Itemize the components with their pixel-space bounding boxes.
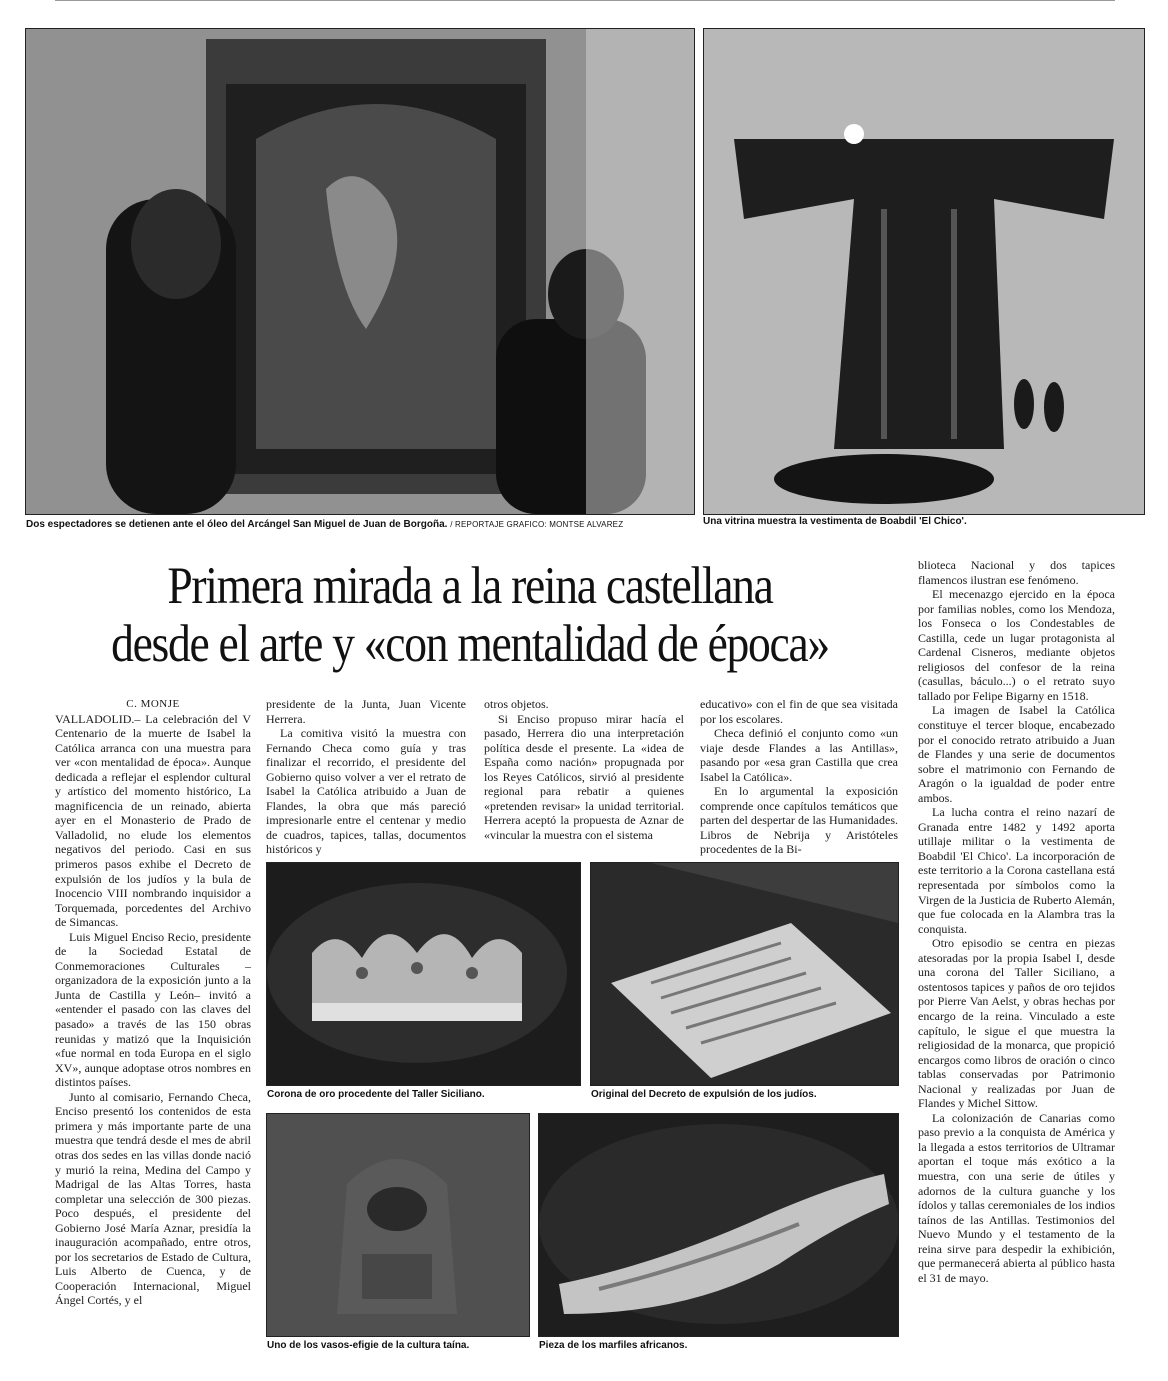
col1-paragraph-1: VALLADOLID.– La celebración del V Centenario de la muerte de Isabel la Católica arranca con una muestra para ver «con mentalidad de época». Aunque dedicada a reflejar el esplendor cultural y artístico del momento histórico, La magnificencia de un reinado, abierta ayer en el Monasterio de Prado de Valladolid, no elude los elementos negativos del periodo. Casi en sus primeros pasos exhibe el Decreto de expulsión de los judíos y la bula de Inocencio VIII nombrando inquisidor a Torquemada, porcedentes del Archivo de Simancas. bbox=[55, 711, 251, 930]
caption-vestment-photo: Una vitrina muestra la vestimenta de Boabdil 'El Chico'. bbox=[703, 516, 967, 527]
caption-ivory-photo: Pieza de los marfiles africanos. bbox=[539, 1340, 688, 1351]
photo-taino-vessel bbox=[266, 1113, 530, 1337]
col1-paragraph-2: Luis Miguel Enciso Recio, presidente de la Sociedad Estatal de Conmemoraciones Culturales –organizadora de la exposición junto a la Junta de Castilla y León– invitó a «entender el pasado con las claves del pasado» a través de las 150 obras reunidas y matizó que la Inquisición «fue normal en toda Europa en el siglo XV», aunque adoptase otros nombres en distintos países. bbox=[55, 929, 251, 1090]
article-column-2 bbox=[266, 697, 466, 857]
col4-paragraph-1: educativo» con el fin de que sea visitada por los escolares. bbox=[700, 697, 898, 726]
col5-paragraph-1: blioteca Nacional y dos tapices flamencos ilustran ese fenómeno. bbox=[918, 558, 1115, 587]
top-rule bbox=[55, 0, 1115, 1]
article-column-1 bbox=[55, 697, 251, 1308]
photo-credit: / REPORTAJE GRAFICO: MONTSE ALVAREZ bbox=[450, 520, 624, 529]
caption-vessel-photo: Uno de los vasos-efigie de la cultura taína. bbox=[267, 1340, 470, 1351]
article-column-5 bbox=[918, 558, 1115, 1285]
col5-paragraph-4: La lucha contra el reino nazarí de Granada entre 1482 y 1492 aporta utillaje militar o la vestimenta de Boabdil 'El Chico'. La incorporación de este territorio a la Corona castellana está representada por símbolos como la Virgen de la Justicia de Ruberto Alemán, que fue colocada en la Alambra tras la conquista. bbox=[918, 805, 1115, 936]
byline: C. MONJE bbox=[126, 698, 180, 710]
col5-paragraph-6: La colonización de Canarias como paso previo a la conquista de América y la llegada a estos territorios de Ultramar aportan el toque más exótico a la muestra, con una serie de útiles y adornos de la cultura guanche y los ídolos y tallas ceremoniales de los indios taínos de las Antillas. Testimonios del Nuevo Mundo y el testamento de la reina sirve para despedir la exhibición, que permanecerá abierta al público hasta el 31 de mayo. bbox=[918, 1110, 1115, 1285]
photo-gold-crown bbox=[266, 862, 581, 1086]
caption-decree-photo: Original del Decreto de expulsión de los judíos. bbox=[591, 1089, 817, 1100]
col3-paragraph-1: otros objetos. bbox=[484, 697, 549, 711]
col3-paragraph-2: Si Enciso propuso mirar hacía el pasado, Herrera dio una interpretación política desde el presente. La «idea de España como nación» propugnada por los Reyes Católicos, sirvió al presidente regional para rebatir a quienes «pretenden revisar» la unidad territorial. Herrera aceptó la propuesta de Aznar de «vincular la muestra con el sistema bbox=[484, 711, 684, 842]
col2-paragraph-1: presidente de la Junta, Juan Vicente Herrera. bbox=[266, 697, 466, 726]
headline-line-2: desde el arte y «con mentalidad de época» bbox=[111, 615, 829, 673]
article-column-4 bbox=[700, 697, 898, 857]
photo-african-ivory bbox=[538, 1113, 899, 1337]
col2-paragraph-2: La comitiva visitó la muestra con Fernando Checa como guía y tras finalizar el recorrido, el presidente del Gobierno quiso volver a ver el retrato de Isabel la Católica atribuido a Juan de Flandes, la obra que más pareció impresionarle entre el centenar y medio de cuadros, tapices, tallas, documentos históricos y bbox=[266, 726, 466, 857]
photo-archangel-painting bbox=[25, 28, 695, 515]
photo-expulsion-decree bbox=[590, 862, 899, 1086]
headline-line-1: Primera mirada a la reina castellana bbox=[167, 557, 773, 615]
col5-paragraph-5: Otro episodio se centra en piezas atesoradas por la propia Isabel I, desde una corona del Taller Siciliano, a ostentosos tapices y paños de oro tejidos por Pierre Van Aelst, y obras hechas por encargo de la reina. Vinculado a este capítulo, le sigue el que muestra la religiosidad de la monarca, que propició encargos como libros de oración o cinco tablas conservadas por Patrimonio Nacional y realizadas por Juan de Flandes y Michel Sittow. bbox=[918, 936, 1115, 1111]
col4-paragraph-2: Checa definió el conjunto como «un viaje desde Flandes a las Antillas», pasando por «esa gran Castilla que crea Isabel la Católica». bbox=[700, 726, 898, 784]
caption-archangel-photo: Dos espectadores se detienen ante el óleo del Arcángel San Miguel de Juan de Borgoña. / REPORTAJE GRAFICO: MONTSE ALVAREZ bbox=[26, 519, 624, 530]
article-column-3 bbox=[484, 697, 684, 842]
col5-paragraph-3: La imagen de Isabel la Católica constituye el tercer bloque, encabezado por el conocido retrato atribuido a Juan de Flandes y una serie de documentos sobre el matrimonio con Fernando de Aragón o la igualdad de poder entre ambos. bbox=[918, 703, 1115, 805]
col5-paragraph-2: El mecenazgo ejercido en la época por familias nobles, como los Mendoza, los Fonseca o los Condestables de Castilla, cede un lugar protagonista al Cardenal Cisneros, mediante objetos religiosos del confesor de la reina (casullas, báculo...) o el retrato suyo tallado por Felipe Bigarny en 1518. bbox=[918, 587, 1115, 703]
col1-paragraph-3: Junto al comisario, Fernando Checa, Enciso presentó los contenidos de esta primera y más importante parte de una muestra que tendrá desde el mes de abril otras dos sedes en las villas donde nació y murió la reina, Medina del Campo y Madrigal de las Altas Torres, hasta completar una selección de 300 piezas. Poco después, el presidente del Gobierno José María Aznar, presidía la inauguración acompañado, entre otros, por los secretarios de Estado de Cultura, Luis Alberto de Cuenca, y de Cooperación Internacional, Miguel Ángel Cortés, y el bbox=[55, 1089, 251, 1308]
col4-paragraph-3: En lo argumental la exposición comprende once capítulos temáticos que parten del despertar de las Humanidades. Libros de Nebrija y Aristóteles procedentes de la Bi- bbox=[700, 784, 898, 857]
caption-crown-photo: Corona de oro procedente del Taller Siciliano. bbox=[267, 1089, 485, 1100]
photo-boabdil-vestment bbox=[703, 28, 1145, 515]
